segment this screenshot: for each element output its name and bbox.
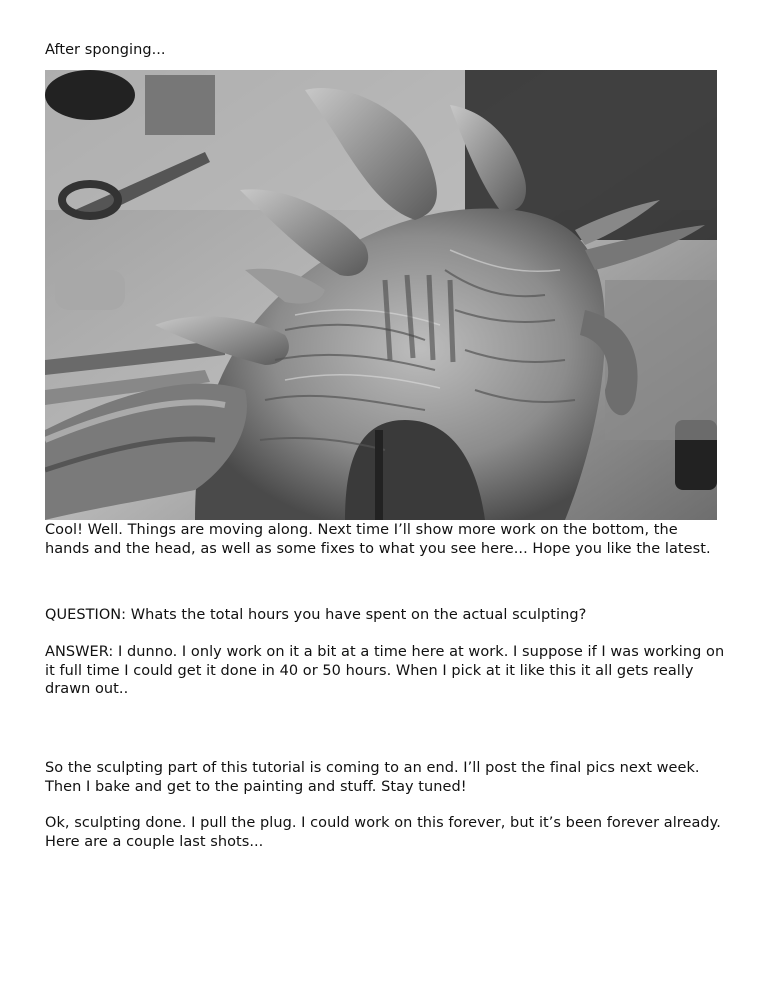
intro-paragraph: After sponging... xyxy=(45,42,166,58)
answer-paragraph: ANSWER: I dunno. I only work on it a bit at a time here at work. I suppose if I was working on it full time I could get it done in 40 or 50 hours. When I pick at it like this it all gets really drawn out.. xyxy=(45,644,725,697)
progress-paragraph: Cool! Well. Things are moving along. Next time I’ll show more work on the bottom, the hands and the head, as well as some fixes to what you see here... Hope you like the latest. xyxy=(45,522,711,557)
done-paragraph: Ok, sculpting done. I pull the plug. I could work on this forever, but it’s been forever already. Here are a couple last shots... xyxy=(45,815,721,850)
ending-paragraph: So the sculpting part of this tutorial is coming to an end. I’ll post the final pics next week. Then I bake and get to the painting and stuff. Stay tuned! xyxy=(45,760,700,795)
question-paragraph: QUESTION: Whats the total hours you have spent on the actual sculpting? xyxy=(45,607,587,623)
sculpture-photo xyxy=(45,70,717,520)
